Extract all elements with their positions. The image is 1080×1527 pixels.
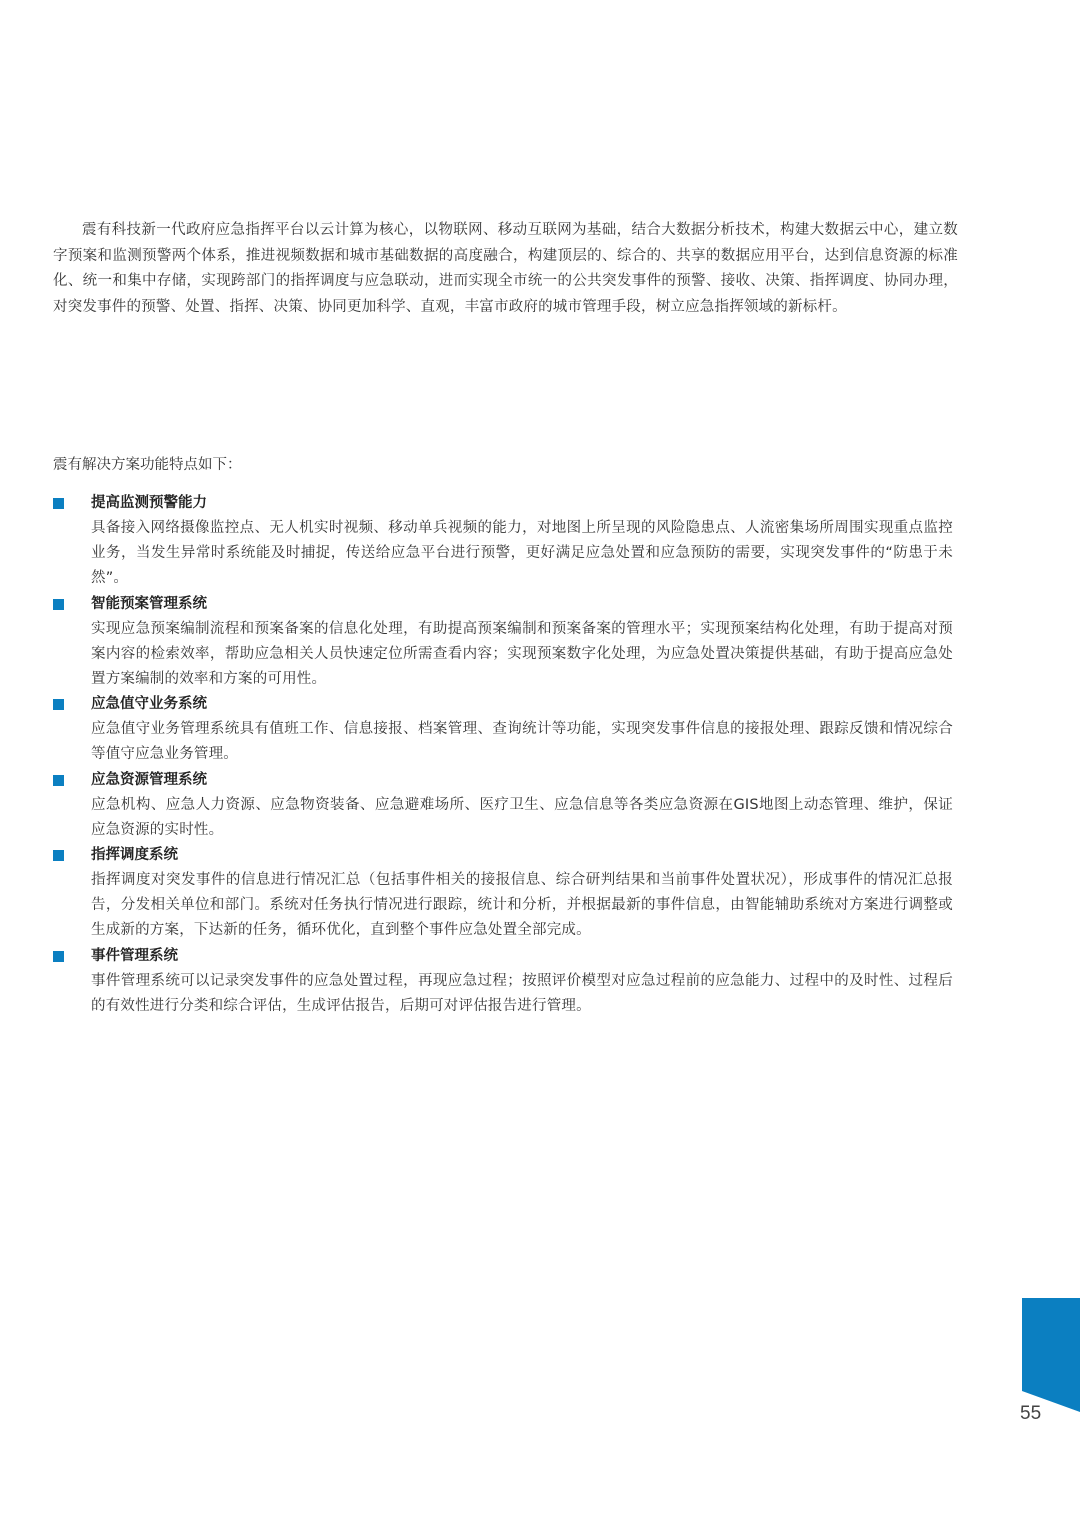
feature-title-row [91, 592, 953, 617]
feature-item [53, 843, 953, 944]
square-bullet-icon [53, 599, 64, 610]
feature-description: 事件管理系统可以记录突发事件的应急处置过程，再现应急过程；按照评价模型对应急过程前的应急能力、过程中的及时性、过程后的有效性进行分类和综合评估，生成评估报告，后期可对评估报告进行管理。 [91, 972, 953, 1014]
intro-paragraph: 震有科技新一代政府应急指挥平台以云计算为核心，以物联网、移动互联网为基础，结合大数据分析技术，构建大数据云中心，建立数字预案和监测预警两个体系，推进视频数据和城市基础数据的高度融合，构建顶层的、综合的、共享的数据应用平台，达到信息资源的标准化、统一和集中存储，实现跨部门的指挥调度与应急联动，进而实现全市统一的公共突发事件的预警、接收、决策、指挥调度、协同办理，对突发事件的预警、处置、指挥、决策、协同更加科学、直观，丰富市政府的城市管理手段，树立应急指挥领域的新标杆。 [53, 222, 958, 315]
feature-description: 应急值守业务管理系统具有值班工作、信息接报、档案管理、查询统计等功能，实现突发事件信息的接报处理、跟踪反馈和情况综合等值守应急业务管理。 [91, 721, 953, 763]
page-corner-tab [1022, 1298, 1080, 1412]
square-bullet-icon [53, 498, 64, 509]
feature-item [53, 692, 953, 767]
feature-title-row [91, 491, 953, 516]
square-bullet-icon [53, 699, 64, 710]
feature-title: 应急资源管理系统 [91, 771, 207, 788]
feature-item [53, 592, 953, 693]
feature-list [53, 491, 953, 1019]
feature-title: 事件管理系统 [91, 947, 178, 964]
feature-title-row [91, 692, 953, 717]
features-heading: 震有解决方案功能特点如下： [53, 457, 242, 473]
page-number: 55 [1020, 1403, 1042, 1424]
square-bullet-icon [53, 951, 64, 962]
feature-title-row [91, 768, 953, 793]
square-bullet-icon [53, 850, 64, 861]
feature-title: 指挥调度系统 [91, 847, 178, 864]
feature-item [53, 491, 953, 592]
feature-item [53, 768, 953, 843]
feature-description: 实现应急预案编制流程和预案备案的信息化处理，有助提高预案编制和预案备案的管理水平；实现预案结构化处理，有助于提高对预案内容的检索效率，帮助应急相关人员快速定位所需查看内容；实现预案数字化处理，为应急处置决策提供基础，有助于提高应急处置方案编制的效率和方案的可用性。 [91, 620, 953, 688]
feature-title: 应急值守业务系统 [91, 696, 207, 713]
feature-title-row [91, 944, 953, 969]
feature-title: 智能预案管理系统 [91, 595, 207, 612]
feature-description: 具备接入网络摄像监控点、无人机实时视频、移动单兵视频的能力，对地图上所呈现的风险隐患点、人流密集场所周围实现重点监控业务，当发生异常时系统能及时捕捉，传送给应急平台进行预警，更好满足应急处置和应急预防的需要，实现突发事件的“防患于未然”。 [91, 520, 953, 587]
feature-item [53, 944, 953, 1019]
square-bullet-icon [53, 775, 64, 786]
feature-title-row [91, 843, 953, 868]
feature-title: 提高监测预警能力 [91, 495, 207, 511]
feature-description: 应急机构、应急人力资源、应急物资装备、应急避难场所、医疗卫生、应急信息等各类应急资源在GIS地图上动态管理、维护，保证应急资源的实时性。 [91, 796, 953, 838]
feature-description: 指挥调度对突发事件的信息进行情况汇总（包括事件相关的接报信息、综合研判结果和当前事件处置状况），形成事件的情况汇总报告，分发相关单位和部门。系统对任务执行情况进行跟踪，统计和分析，并根据最新的事件信息，由智能辅助系统对方案进行调整或生成新的方案，下达新的任务，循环优化，直到整个事件应急处置全部完成。 [91, 872, 953, 939]
